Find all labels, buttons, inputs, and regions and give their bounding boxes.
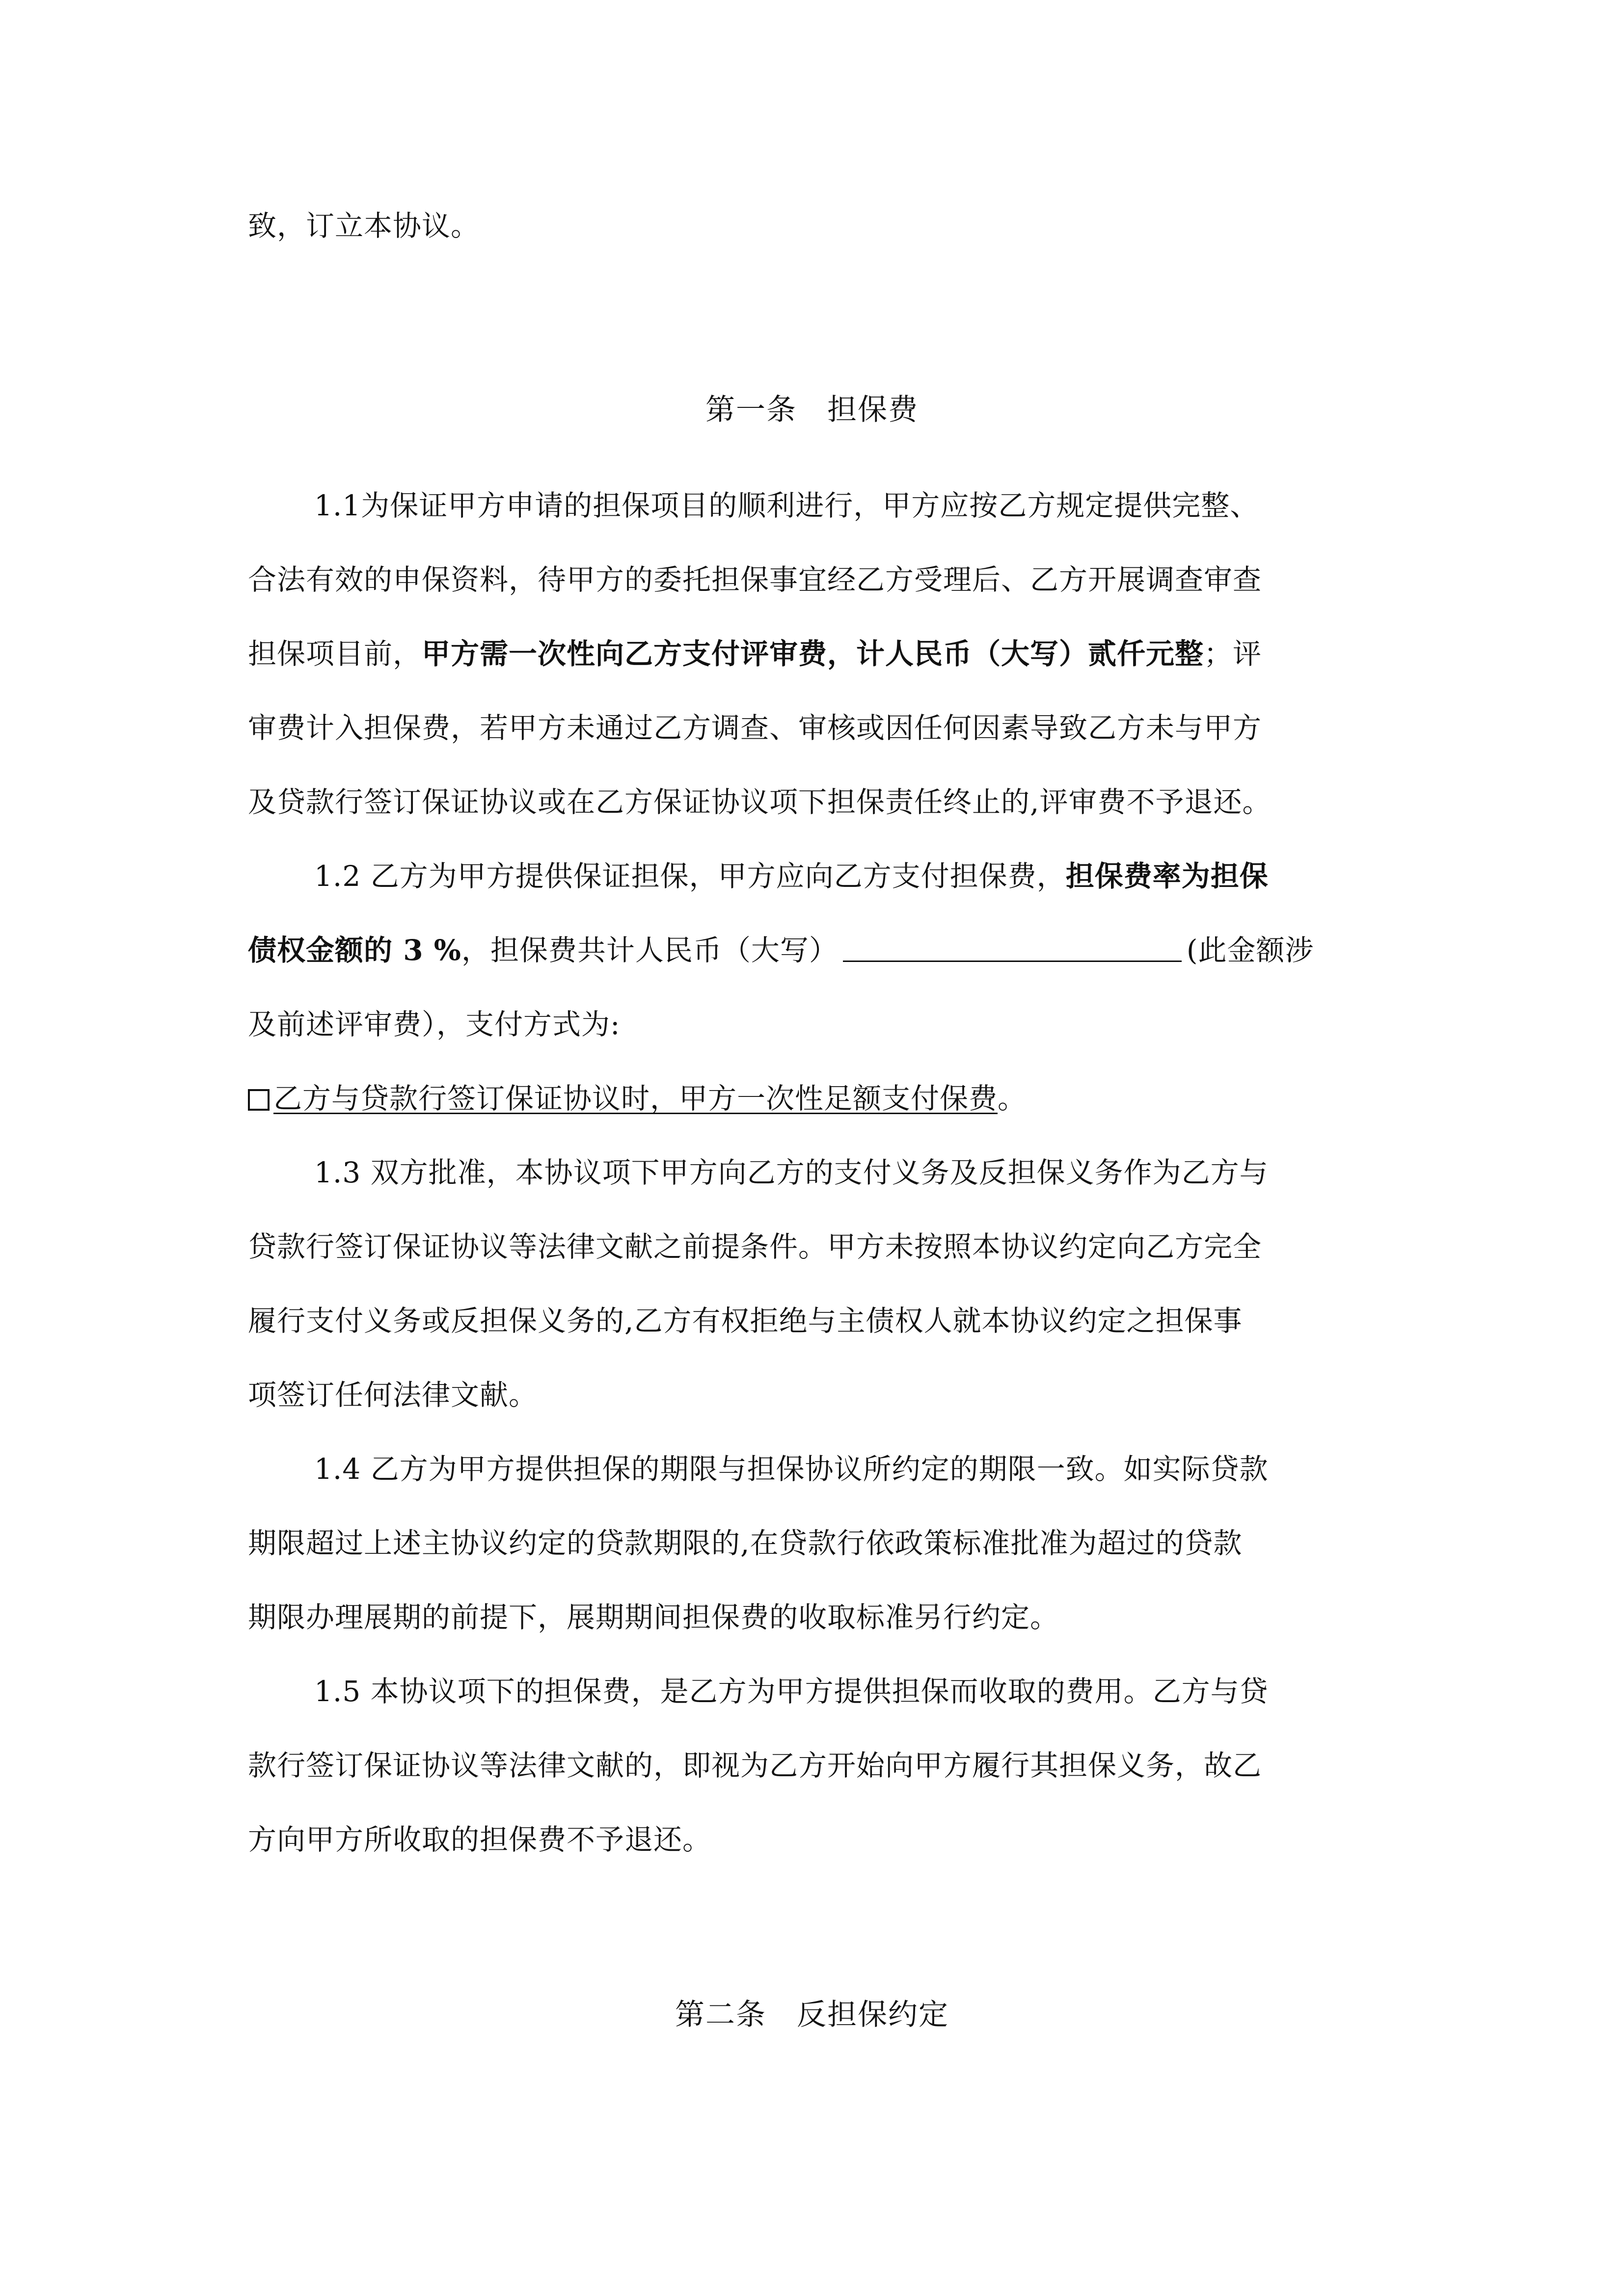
- clause-1-3-line-4: 项签订任何法律文献。: [248, 1378, 538, 1412]
- clause-1-3-line-3: 履行支付义务或反担保义务的,乙方有权拒绝与主债权人就本协议约定之担保事: [248, 1304, 1243, 1337]
- intro-tail-text: 致，订立本协议。: [248, 209, 480, 242]
- clause-1-2-line-1-plain: 1.2 乙方为甲方提供保证担保，甲方应向乙方支付担保费，: [314, 859, 1066, 893]
- clause-1-1-line-3-plain: 担保项目前，: [248, 637, 422, 670]
- clause-1-5-line-2: 款行签订保证协议等法律文献的，即视为乙方开始向甲方履行其担保义务，故乙: [248, 1749, 1262, 1782]
- clause-1-2-line-2-tail: (此金额涉: [1186, 934, 1314, 967]
- clause-1-2-line-2: [248, 928, 1382, 972]
- payment-option-checkbox[interactable]: [248, 1089, 270, 1111]
- clause-1-1-line-1: 1.1为保证甲方申请的担保项目的顺利进行，甲方应按乙方规定提供完整、: [314, 489, 1259, 522]
- guarantee-rate-bold-text: 担保费率为担保: [1065, 859, 1269, 893]
- clause-1-1-line-3-tail: ；评: [1204, 637, 1262, 670]
- payment-option-line: [248, 1076, 1382, 1121]
- clause-1-2-line-3: 及前述评审费），支付方式为:: [248, 1008, 621, 1041]
- clause-1-1-line-2: 合法有效的申保资料，待甲方的委托担保事宜经乙方受理后、乙方开展调查审查: [248, 563, 1262, 596]
- payment-option-text: 乙方与贷款行签订保证协议时，甲方一次性足额支付保费: [273, 1082, 998, 1115]
- payment-option-tail: 。: [998, 1082, 1027, 1115]
- clause-1-3-line-2: 贷款行签订保证协议等法律文献之前提条件。甲方未按照本协议约定向乙方完全: [248, 1230, 1262, 1263]
- clause-1-4-line-1: 1.4 乙方为甲方提供担保的期限与担保协议所约定的期限一致。如实际贷款: [314, 1452, 1269, 1486]
- guarantee-fee-amount-blank: [843, 935, 1182, 962]
- clause-1-1-line-3: [248, 632, 1382, 676]
- guarantee-amount-rate-bold-text: 债权金额的 3 %: [248, 934, 461, 967]
- clause-1-4-line-2: 期限超过上述主协议约定的贷款期限的,在贷款行依政策标准批准为超过的贷款: [248, 1526, 1243, 1560]
- clause-1-2-line-1: [314, 854, 1382, 898]
- clause-1-1-line-5: 及贷款行签订保证协议或在乙方保证协议项下担保责任终止的,评审费不予退还。: [248, 785, 1272, 819]
- clause-1-4-line-3: 期限办理展期的前提下，展期期间担保费的收取标准另行约定。: [248, 1601, 1059, 1634]
- article-1-title: 第一条 担保费: [705, 393, 919, 427]
- clause-1-3-line-1: 1.3 双方批准，本协议项下甲方向乙方的支付义务及反担保义务作为乙方与: [314, 1156, 1269, 1189]
- review-fee-bold-text: 甲方需一次性向乙方支付评审费，计人民币（大写）贰仟元整: [422, 637, 1204, 670]
- clause-1-1-line-4: 审费计入担保费，若甲方未通过乙方调查、审核或因任何因素导致乙方未与甲方: [248, 711, 1262, 745]
- clause-1-2-line-2-plain: ，担保费共计人民币（大写）: [461, 934, 838, 967]
- clause-1-5-line-1: 1.5 本协议项下的担保费，是乙方为甲方提供担保而收取的费用。乙方与贷: [314, 1675, 1269, 1708]
- clause-1-5-line-3: 方向甲方所收取的担保费不予退还。: [248, 1823, 712, 1856]
- article-2-title: 第二条 反担保约定: [675, 1998, 949, 2032]
